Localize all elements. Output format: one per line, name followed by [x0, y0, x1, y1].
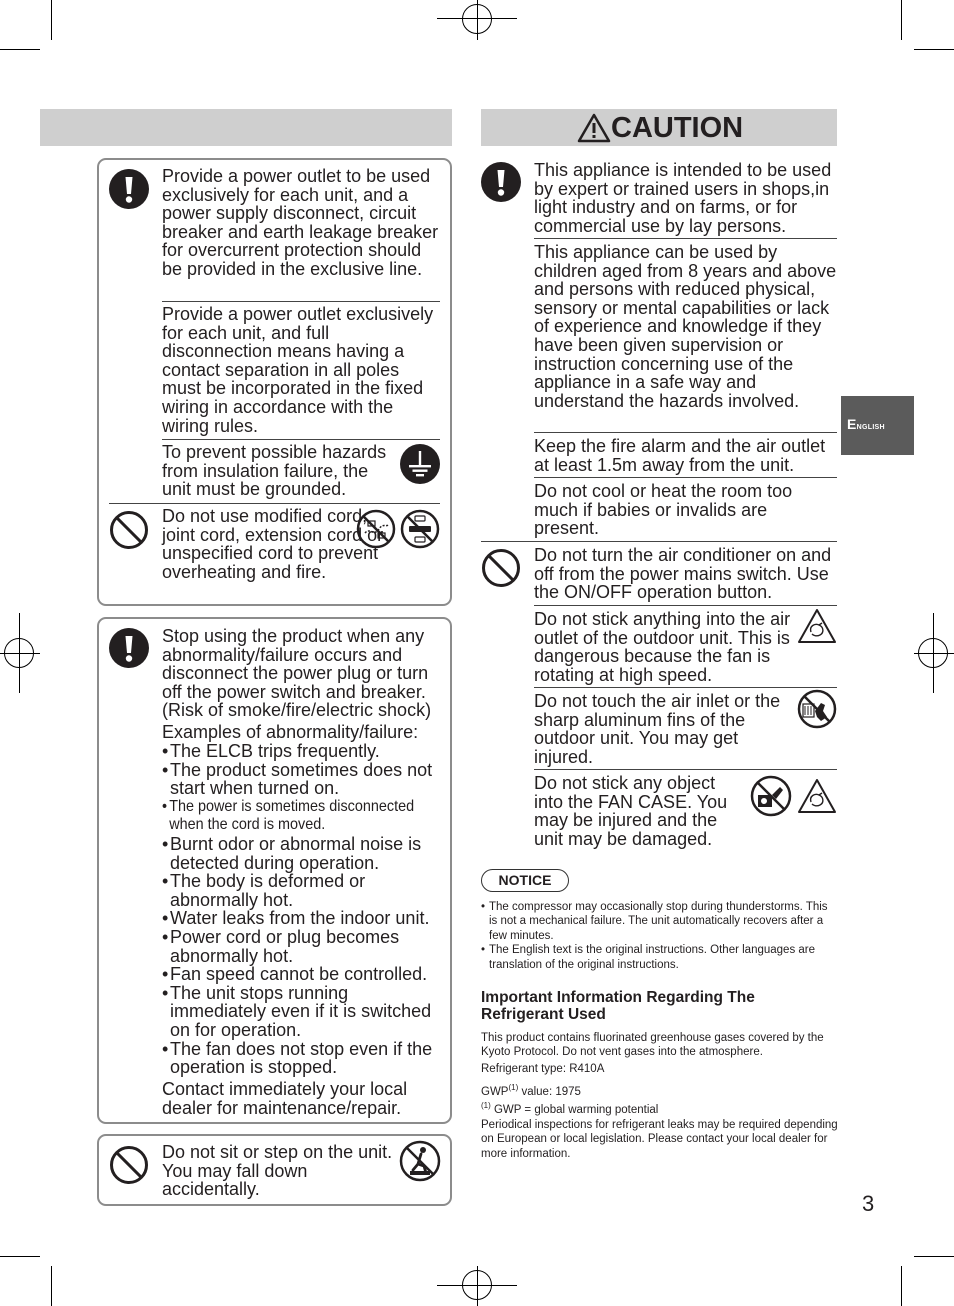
list-item-text: The power is sometimes disconnected when the cord is moved.: [169, 797, 415, 834]
crop-mark: [914, 1256, 954, 1257]
divider: [534, 687, 837, 688]
prohibition-icon: [481, 548, 521, 588]
no-extension-cord-icon: [400, 509, 440, 549]
notice-list: [481, 900, 839, 972]
grounding-text: To prevent possible hazards from insulation failure, the unit must be grounded.: [162, 442, 387, 500]
notice-item: • The compressor may occasionally stop during thunderstorms. This is not a mechanical failure. The unit automatically recovers after a few minutes.: [481, 900, 839, 943]
mandatory-action-icon: [481, 162, 521, 202]
divider: [534, 238, 837, 239]
no-touch-icon: [797, 689, 837, 729]
crop-mark: [914, 49, 954, 50]
caution-item-air-outlet: Do not stick anything into the air outlet of the outdoor unit. This is dangerous because the fan is rotating at high speed.: [534, 609, 791, 685]
registration-mark: [462, 4, 492, 34]
caution-item-power-switch: Do not turn the air conditioner on and off from the power mains switch. Use the ON/OFF operation button.: [534, 545, 832, 603]
cord-warning-text: Do not use modified cord, joint cord, extension cord or unspecified cord to prevent overheating and fire.: [162, 506, 384, 582]
caution-item-fan-case: Do not stick any object into the FAN CASE. You may be injured and the unit may be damaged.: [534, 773, 728, 849]
divider: [109, 503, 440, 504]
divider: [162, 301, 440, 302]
crop-mark: [0, 1256, 40, 1257]
divider: [534, 477, 837, 478]
list-item: • Power cord or plug becomes abnormally hot.: [162, 928, 444, 965]
prohibition-icon: [109, 1145, 149, 1185]
footnote-marker: (1): [508, 1083, 519, 1092]
abnormality-list: [162, 742, 444, 1077]
prohibition-icon: [109, 510, 149, 550]
gwp-number: value: 1975: [518, 1085, 581, 1098]
footnote-text: GWP = global warming potential: [490, 1103, 659, 1116]
no-stepping-icon: [399, 1140, 441, 1182]
list-item: • The unit stops running immediately even if it is switched on for operation.: [162, 984, 444, 1040]
refrigerant-type: Refrigerant type: R410A: [481, 1063, 605, 1075]
fan-hazard-icon: [797, 608, 837, 644]
registration-mark: [462, 1270, 492, 1300]
power-outlet-text-2: Provide a power outlet exclusively for each unit, and full disconnection means having a contact separation in all poles must be incorporated in the fixed wiring in accordance with the wiring rules.: [162, 304, 434, 436]
divider: [534, 432, 837, 433]
crop-mark: [51, 1266, 52, 1306]
crop-mark: [901, 1266, 902, 1306]
divider: [162, 439, 440, 440]
gwp-label: GWP: [481, 1085, 509, 1098]
language-tab-label: NGLISH: [856, 424, 885, 431]
left-header-bar: [40, 109, 452, 146]
caution-item-babies: Do not cool or heat the room too much if babies or invalids are present.: [534, 481, 793, 539]
caution-item-fire-alarm: Keep the fire alarm and the air outlet at least 1.5m away from the unit.: [534, 436, 826, 475]
list-item: • The product sometimes does not start when turned on.: [162, 761, 444, 798]
divider: [534, 769, 837, 770]
no-insert-object-icon: [750, 775, 792, 817]
earth-ground-icon: [399, 443, 441, 485]
refrigerant-paragraph: This product contains fluorinated greenhouse gases covered by the Kyoto Protocol. Do not vent gases into the atmosphere.: [481, 1032, 824, 1059]
refrigerant-heading: Important Information Regarding The Refrigerant Used: [481, 989, 755, 1023]
language-tab-initial: E: [847, 416, 857, 432]
language-tab: [841, 396, 914, 455]
crop-mark: [901, 0, 902, 40]
fan-hazard-icon: [797, 778, 837, 814]
divider: [534, 605, 837, 606]
divider: [481, 541, 837, 542]
do-not-sit-text: Do not sit or step on the unit. You may fall down accidentally.: [162, 1142, 393, 1200]
no-modified-cord-icon: [356, 509, 396, 549]
inspection-paragraph: Periodical inspections for refrigerant leaks may be required depending on European or local legislation. Please contact your local dealer for more information.: [481, 1119, 838, 1160]
warning-triangle-icon: [577, 113, 611, 143]
caution-item-air-inlet: Do not touch the air inlet or the sharp aluminum fins of the outdoor unit. You may get injured.: [534, 691, 781, 767]
list-item: • Fan speed cannot be controlled.: [162, 965, 444, 984]
crop-mark: [51, 0, 52, 40]
caution-item-intended-use: This appliance is intended to be used by expert or trained users in shops,in light industry and on farms, or for commercial use by lay persons.: [534, 160, 832, 236]
list-item: • Burnt odor or abnormal noise is detected during operation.: [162, 835, 444, 872]
contact-dealer-text: Contact immediately your local dealer for maintenance/repair.: [162, 1079, 408, 1118]
list-item: [162, 798, 416, 835]
stop-using-text: Stop using the product when any abnormality/failure occurs and disconnect the power plug or turn off the power switch and breaker. (Risk of smoke/fire/electric shock): [162, 626, 432, 721]
gwp-footnote: [481, 1099, 839, 1117]
registration-mark: [918, 638, 948, 668]
list-item: • Water leaks from the indoor unit.: [162, 909, 444, 928]
power-outlet-text-1: Provide a power outlet to be used exclusively for each unit, and a power supply disconnect, circuit breaker and earth leakage breaker for overcurrent protection should be provided in the exclusive line.: [162, 166, 439, 279]
caution-header-bar: [481, 109, 837, 146]
caution-item-children: This appliance can be used by children aged from 8 years and above and persons with reduced physical, sensory or mental capabilities or lack of experience and knowledge if they have been given supervision or instruction concerning use of the appliance in a safe way and understand the hazards involved.: [534, 242, 837, 411]
caution-title: CAUTION: [611, 112, 744, 144]
page-number: 3: [862, 1191, 875, 1216]
crop-mark: [0, 49, 40, 50]
registration-mark: [4, 638, 34, 668]
examples-label: Examples of abnormality/failure:: [162, 722, 419, 742]
mandatory-action-icon: [109, 169, 149, 209]
mandatory-action-icon: [109, 628, 149, 668]
notice-item: • The English text is the original instructions. Other languages are translation of the original instructions.: [481, 943, 839, 972]
notice-label: NOTICE: [481, 869, 569, 892]
list-item: • The body is deformed or abnormally hot.: [162, 872, 444, 909]
gwp-value: [481, 1081, 839, 1099]
footnote-marker: (1): [481, 1101, 491, 1110]
list-item: • The fan does not stop even if the operation is stopped.: [162, 1040, 444, 1077]
list-item: • The ELCB trips frequently.: [162, 742, 444, 761]
